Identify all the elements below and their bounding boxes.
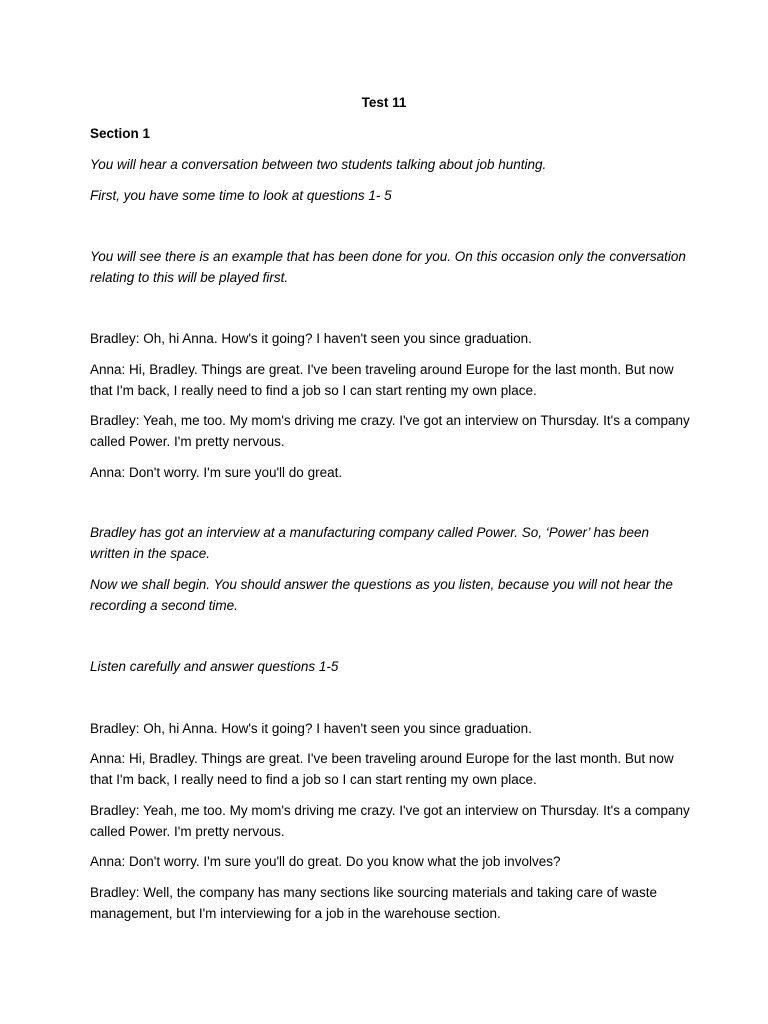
main-dialogue-line: Anna: Don't worry. I'm sure you'll do great. Do you know what the job involves? <box>90 854 561 869</box>
main-dialogue-line: Bradley: Well, the company has many sections like sourcing materials and taking care of waste management, but I'm interviewing for a job in the warehouse section. <box>90 885 658 921</box>
section-heading: Section 1 <box>90 126 151 141</box>
example-dialogue-line: Anna: Don't worry. I'm sure you'll do great. <box>90 465 343 480</box>
intro-paragraph: You will hear a conversation between two students talking about job hunting. <box>90 157 547 172</box>
begin-note-paragraph: Now we shall begin. You should answer the questions as you listen, because you will not hear the recording a second time. <box>90 577 673 613</box>
example-dialogue-line: Bradley: Yeah, me too. My mom's driving me crazy. I've got an interview on Thursday. It's a company called Power. I'm pretty nervous. <box>90 413 690 449</box>
main-dialogue-line: Bradley: Yeah, me too. My mom's driving me crazy. I've got an interview on Thursday. It's a company called Power. I'm pretty nervous. <box>90 803 690 839</box>
example-answer-paragraph: Bradley has got an interview at a manufacturing company called Power. So, ‘Power’ has been written in the space. <box>90 525 650 561</box>
page-title: Test 11 <box>361 95 407 110</box>
listen-note-paragraph: Listen carefully and answer questions 1-5 <box>90 659 339 674</box>
example-dialogue-line: Bradley: Oh, hi Anna. How's it going? I haven't seen you since graduation. <box>90 331 532 346</box>
example-note-paragraph: You will see there is an example that has been done for you. On this occasion only the conversation relating to this will be played first. <box>90 249 686 285</box>
example-dialogue-line: Anna: Hi, Bradley. Things are great. I've been traveling around Europe for the last month. But now that I'm back, I really need to find a job so I can start renting my own place. <box>90 362 674 398</box>
main-dialogue-line: Anna: Hi, Bradley. Things are great. I've been traveling around Europe for the last month. But now that I'm back, I really need to find a job so I can start renting my own place. <box>90 751 674 787</box>
main-dialogue-line: Bradley: Oh, hi Anna. How's it going? I haven't seen you since graduation. <box>90 721 532 736</box>
time-note-paragraph: First, you have some time to look at questions 1- 5 <box>90 188 392 203</box>
